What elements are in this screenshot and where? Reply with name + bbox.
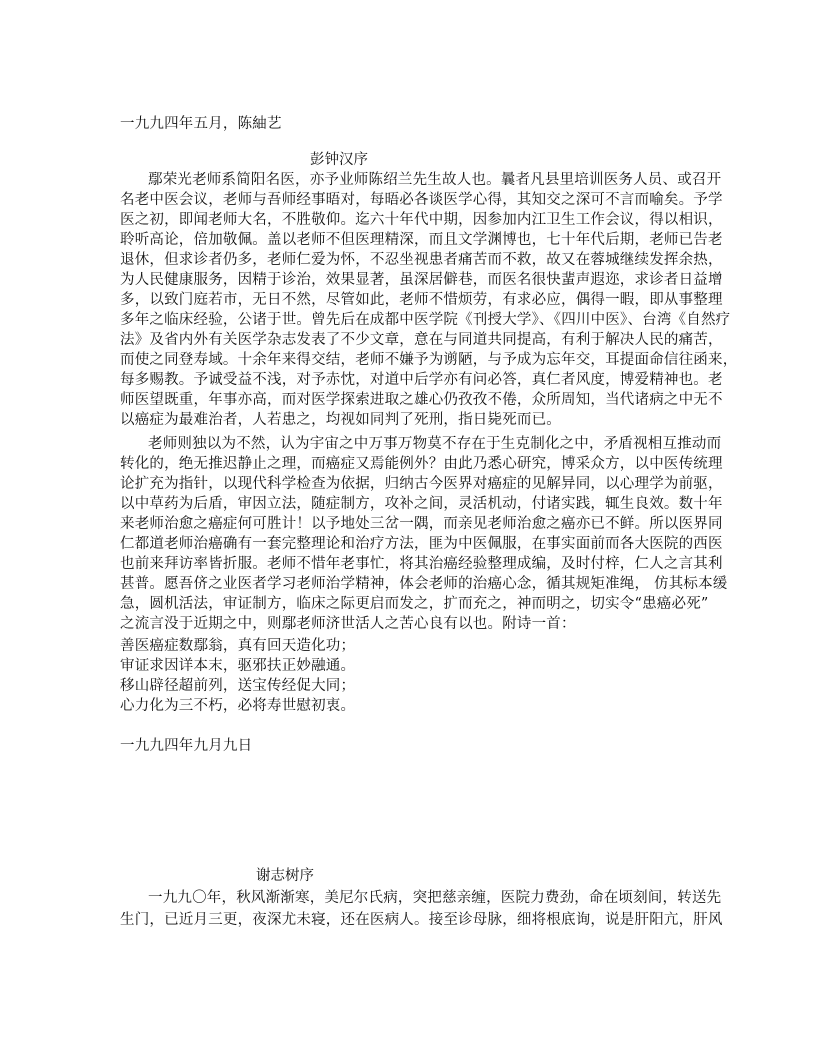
paragraph-line: 多，以致门庭若市，无日不然，尽管如此，老师不惜烦劳，有求必应，偶得一暇，即从事整理 <box>120 292 723 308</box>
paragraph-line: 甚普。愿吾侪之业医者学习老师治学精神，体会老师的治癌心念，循其规矩准绳， 仿其标本缓 <box>120 576 728 592</box>
paragraph-line: 多年之临床经验，公诸于世。曾先后在成都中医学院《刊授大学》、《四川中医》、台湾《自然疗 <box>120 312 731 328</box>
paragraph-line: 名老中医会议，老师与吾师经事晤对，每晤必各谈医学心得，其知交之深可不言而喻矣。予学 <box>120 192 723 208</box>
poem-line: 善医癌症数鄢翁，真有回天造化功； <box>120 638 356 654</box>
paragraph-line: 鄢荣光老师系简阳名医，亦予业师陈绍兰先生故人也。曩者凡县里培训医务人员、或召开 <box>148 172 722 188</box>
date-peng: 一九九四年九月九日 <box>120 738 253 754</box>
section-title-xie: 谢志树序 <box>256 868 314 884</box>
paragraph-line: 老师则独以为不然，认为宇宙之中万事万物莫不存在于生克制化之中，矛盾视相互推动而 <box>148 436 722 452</box>
paragraph-line: 生门，已近月三更，夜深尤未寝，还在医病人。接至诊母脉，细将根底询，说是肝阳亢，肝风 <box>120 912 723 928</box>
paragraph-line: 聆听高论，倍加敬佩。盖以老师不但医理精深，而且文学渊博也，七十年代后期，老师已告老 <box>120 232 723 248</box>
poem-line: 移山辟径超前列，送宝传经促大同； <box>120 678 356 694</box>
paragraph-line: 来老师治愈之癌症何可胜计！以予地处三岔一隅，而亲见老师治愈之癌亦已不鲜。所以医界同 <box>120 516 723 532</box>
section-title-peng: 彭钟汉序 <box>310 152 368 168</box>
paragraph-line: 以癌症为最难治者，人若患之，均视如同判了死刑，指日毙死而已。 <box>120 412 561 428</box>
paragraph-line: 仁都道老师治癌确有一套完整理论和治疗方法，匪为中医佩服，在事实面前而各大医院的西医 <box>120 536 723 552</box>
paragraph-line: 医之初，即闻老师大名，不胜敬仰。迄六十年代中期，因参加内江卫生工作会议，得以相识， <box>120 212 723 228</box>
paragraph-line: 退休，但求诊者仍多，老师仁爱为怀，不忍坐视患者痛苦而不救，故又在蓉城继续发挥余热， <box>120 252 723 268</box>
paragraph-line: 师医望既重，年事亦高，而对医学探索进取之雄心仍孜孜不倦，众所周知，当代诸病之中无不 <box>120 392 723 408</box>
paragraph-line: 每多赐教。予诚受益不浅，对予赤忱，对道中后学亦有问必答，真仁者风度，博爱精神也。老 <box>120 372 723 388</box>
paragraph-line: 一九九〇年，秋风渐渐寒，美尼尔氏病，突把慈亲缠，医院力费劲，命在顷刻间，转送先 <box>148 890 722 906</box>
paragraph-line: 也前来拜访率皆折服。老师不惜年老事忙，将其治癌经验整理成编，及时付梓，仁人之言其利 <box>120 556 723 572</box>
paragraph-line: 法》及省内外有关医学杂志发表了不少文章，意在与同道共同提高，有利于解决人民的痛苦， <box>120 332 723 348</box>
paragraph-line: 而使之同登寿域。十余年来得交结，老师不嫌予为谫陋，与予成为忘年交，耳提面命信往函来， <box>120 352 738 368</box>
poem-line: 审证求因详本末，驱邪扶正妙融通。 <box>120 658 356 674</box>
paragraph-line: 论扩充为指针，以现代科学检查为依据，归纳古今医界对癌症的见解异同，以心理学为前驱， <box>120 476 723 492</box>
paragraph-line: 急，圆机活法，审证制方，临床之际更启而发之，扩而充之，神而明之，切实令“患癌必死” <box>120 596 709 612</box>
poem-line: 心力化为三不朽，必将寿世慰初衷。 <box>120 698 356 714</box>
signature-chen: 一九九四年五月，陈紬艺 <box>120 116 282 132</box>
paragraph-line: 为人民健康服务，因精于诊治，效果显著，虽深居僻巷，而医名很快蜚声遐迩，求诊者日益增 <box>120 272 723 288</box>
paragraph-line: 转化的，绝无推迟静止之理，而癌症又焉能例外？由此乃悉心研究，博采众方，以中医传统理 <box>120 456 723 472</box>
paragraph-line: 之流言没于近期之中，则鄢老师济世活人之苦心良有以也。附诗一首： <box>120 616 576 632</box>
paragraph-line: 以中草药为后盾，审因立法，随症制方，攻补之间，灵活机动，付诸实践，辄生良效。数十年 <box>120 496 723 512</box>
